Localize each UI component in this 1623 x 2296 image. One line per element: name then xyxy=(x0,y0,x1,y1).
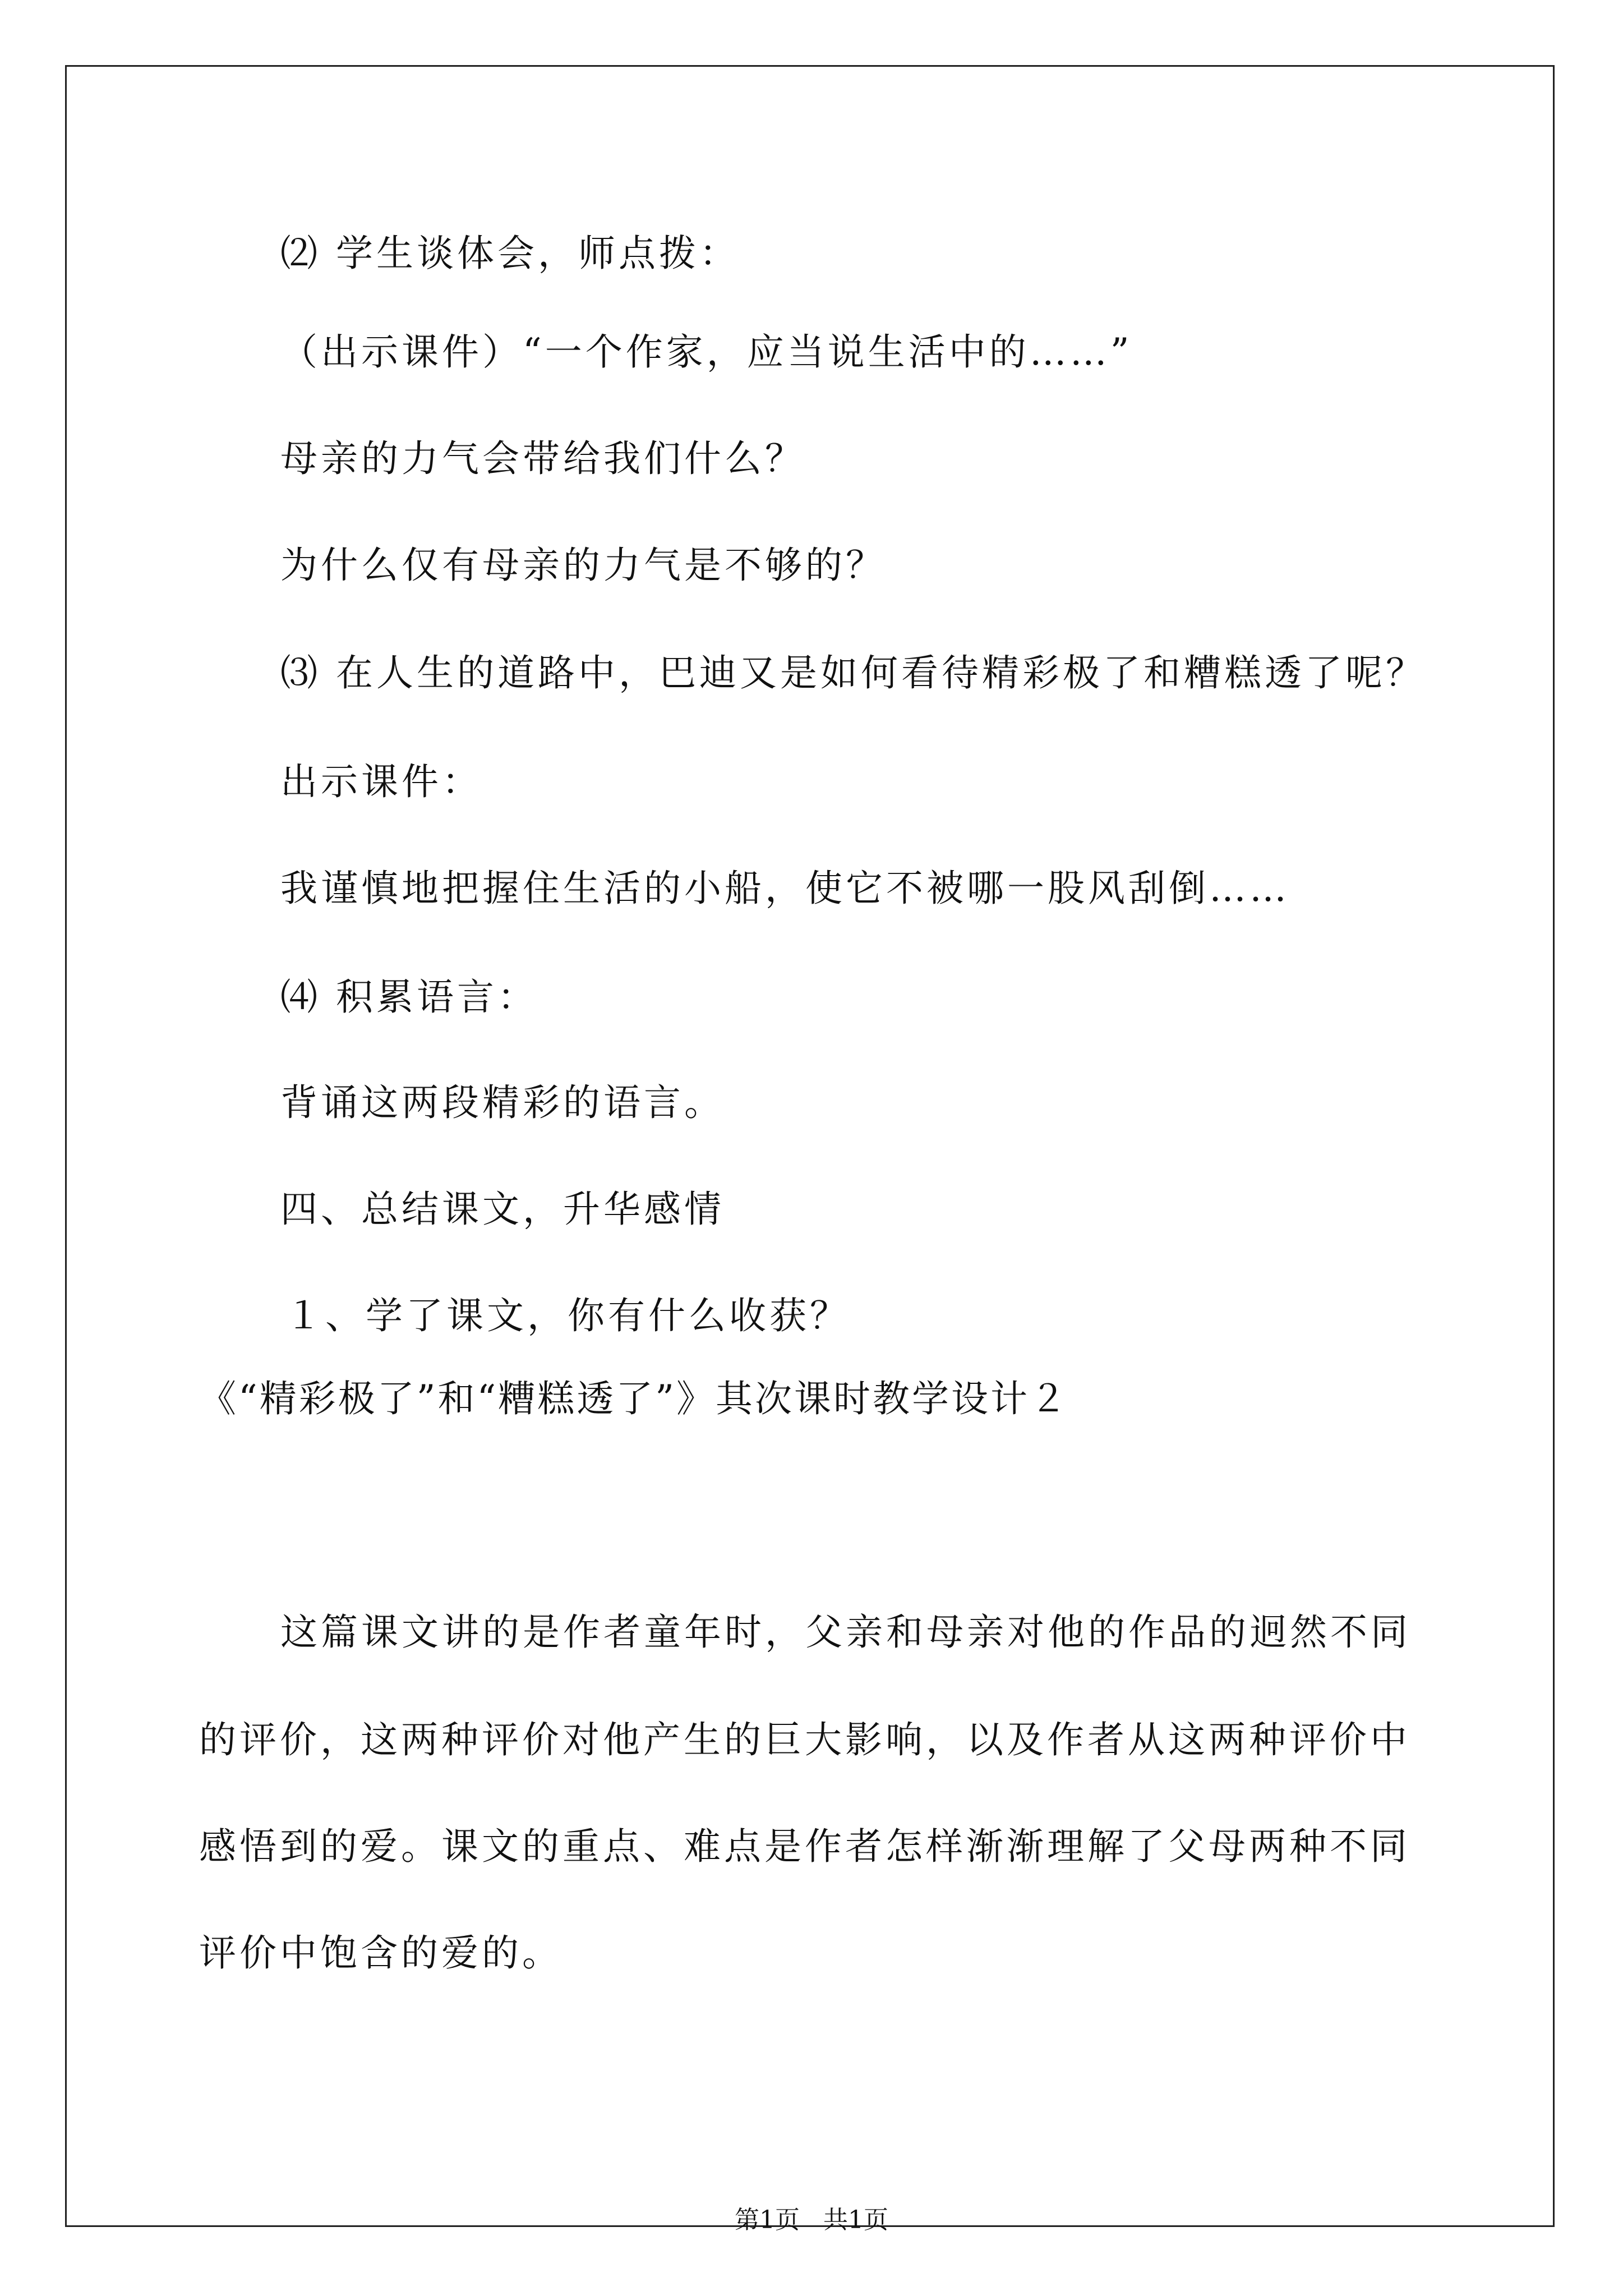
paragraph-line: 的评价，这两种评价对他产生的巨大影响，以及作者从这两种评价中 xyxy=(199,1718,1410,1761)
text-line: 母亲的力气会带给我们什么？ xyxy=(280,437,805,480)
page-footer: 第1页 共1页 xyxy=(735,2206,888,2234)
page-border xyxy=(65,65,1555,2227)
text-line: ⑵ 学生谈体会，师点拨： xyxy=(280,232,740,275)
text-line: １、学了课文，你有什么收获？ xyxy=(285,1294,850,1337)
text-line: （出示课件）“一个作家，应当说生活中的……” xyxy=(280,330,1133,374)
text-line: 为什么仅有母亲的力气是不够的？ xyxy=(280,544,886,587)
text-line: ⑶ 在人生的道路中，巴迪又是如何看待精彩极了和糟糕透了呢？ xyxy=(280,651,1426,694)
paragraph-line: 评价中饱含的爱的。 xyxy=(199,1931,562,1975)
text-line: 出示课件： xyxy=(280,760,482,803)
text-line: 我谨慎地把握住生活的小船，使它不被哪一股风刮倒…… xyxy=(280,867,1290,910)
text-line: ⑷ 积累语言： xyxy=(280,976,538,1019)
paragraph-line: 这篇课文讲的是作者童年时，父亲和母亲对他的作品的迥然不同 xyxy=(280,1611,1411,1654)
text-line: 四、总结课文，升华感情 xyxy=(280,1188,725,1231)
paragraph-line: 感悟到的爱。课文的重点、难点是作者怎样渐渐理解了父母两种不同 xyxy=(199,1825,1410,1868)
section-title: 《“精彩极了”和“糟糕透了”》其次课时教学设计２ xyxy=(199,1377,1069,1420)
text-line: 背诵这两段精彩的语言。 xyxy=(280,1081,725,1124)
